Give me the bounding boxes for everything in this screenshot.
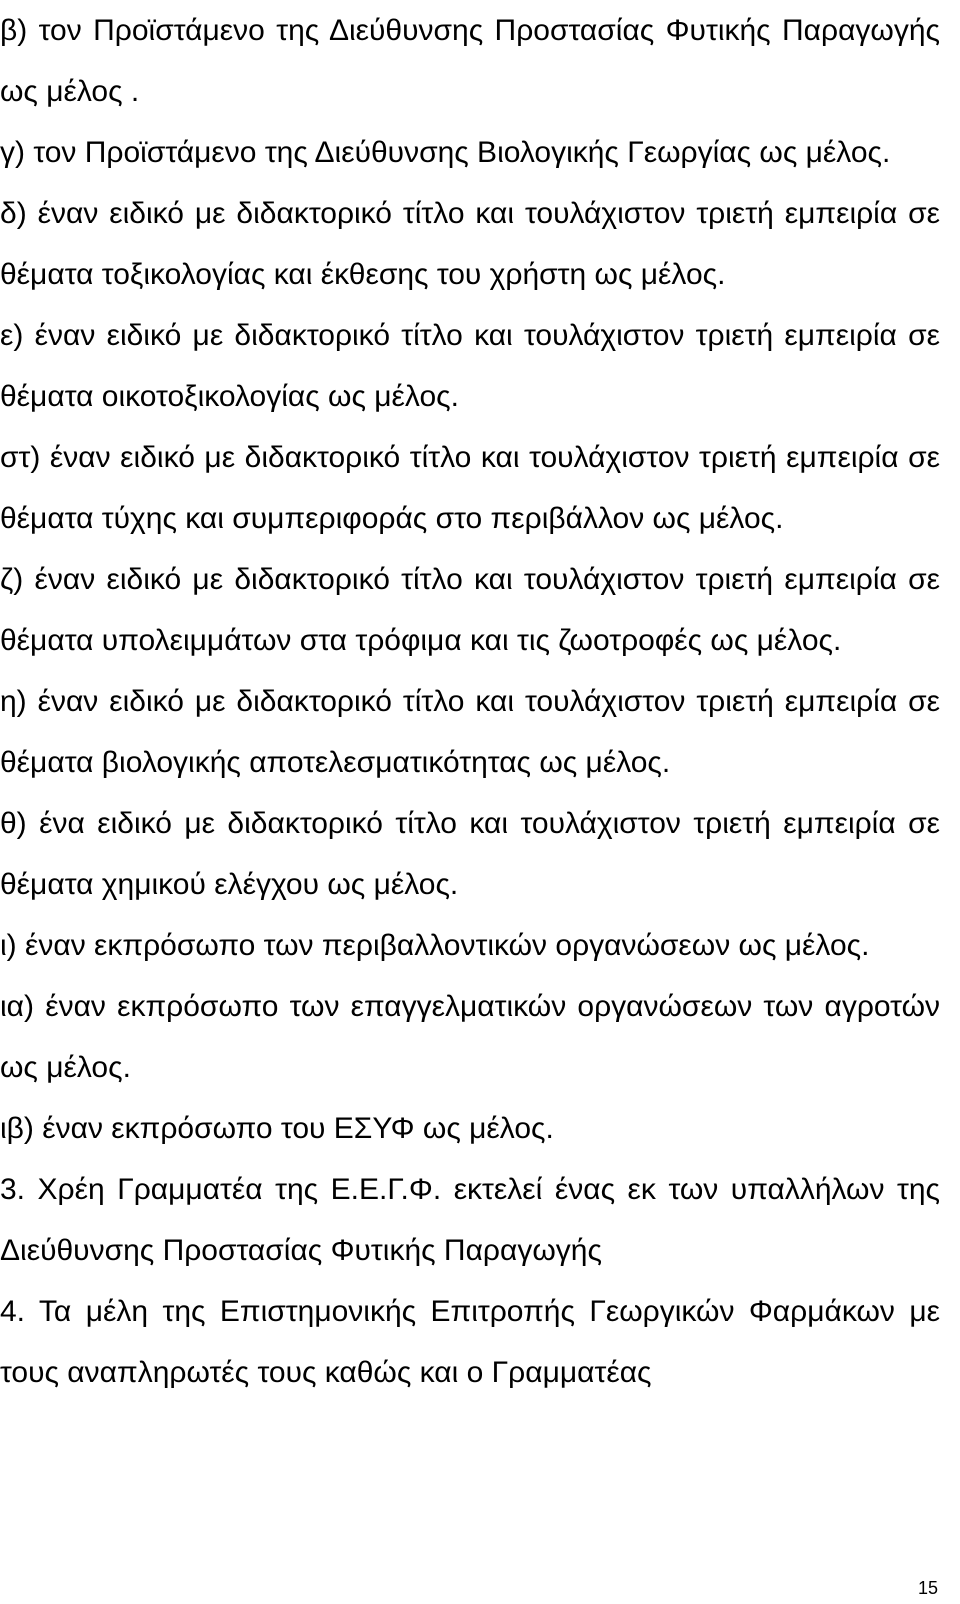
paragraph-delta: δ) έναν ειδικό με διδακτορικό τίτλο και τουλάχιστον τριετή εμπειρία σε θέματα τοξικολογίας και έκθεσης του χρήστη ως μέλος. [0, 197, 940, 291]
paragraph-beta: β) τον Προϊστάμενο της Διεύθυνσης Προστασίας Φυτικής Παραγωγής ως μέλος . [0, 14, 940, 108]
paragraph-eta: η) έναν ειδικό με διδακτορικό τίτλο και τουλάχιστον τριετή εμπειρία σε θέματα βιολογικής αποτελεσματικότητας ως μέλος. [0, 685, 940, 779]
paragraph-stigma: στ) έναν ειδικό με διδακτορικό τίτλο και τουλάχιστον τριετή εμπειρία σε θέματα τύχης και συμπεριφοράς στο περιβάλλον ως μέλος. [0, 441, 940, 535]
paragraph-epsilon: ε) έναν ειδικό με διδακτορικό τίτλο και τουλάχιστον τριετή εμπειρία σε θέματα οικοτοξικολογίας ως μέλος. [0, 319, 940, 413]
paragraph-iota-beta: ιβ) έναν εκπρόσωπο του ΕΣΥΦ ως μέλος. [0, 1112, 554, 1145]
paragraph-iota-alpha: ια) έναν εκπρόσωπο των επαγγελματικών οργανώσεων των αγροτών ως μέλος. [0, 990, 940, 1084]
paragraph-iota: ι) έναν εκπρόσωπο των περιβαλλοντικών οργανώσεων ως μέλος. [0, 929, 870, 962]
paragraph-point-3: 3. Χρέη Γραμματέα της Ε.Ε.Γ.Φ. εκτελεί ένας εκ των υπαλλήλων της Διεύθυνσης Προστασίας Φυτικής Παραγωγής [0, 1173, 940, 1267]
page-number: 15 [917, 1578, 938, 1598]
paragraph-gamma: γ) τον Προϊστάμενο της Διεύθυνσης Βιολογικής Γεωργίας ως μέλος. [0, 136, 891, 169]
paragraph-theta: θ) ένα ειδικό με διδακτορικό τίτλο και τουλάχιστον τριετή εμπειρία σε θέματα χημικού ελέγχου ως μέλος. [0, 807, 940, 901]
paragraph-point-4: 4. Τα μέλη της Επιστημονικής Επιτροπής Γεωργικών Φαρμάκων με τους αναπληρωτές τους καθώς και ο Γραμματέας [0, 1295, 940, 1389]
paragraph-zeta: ζ) έναν ειδικό με διδακτορικό τίτλο και τουλάχιστον τριετή εμπειρία σε θέματα υπολειμμάτων στα τρόφιμα και τις ζωοτροφές ως μέλος. [0, 563, 940, 657]
